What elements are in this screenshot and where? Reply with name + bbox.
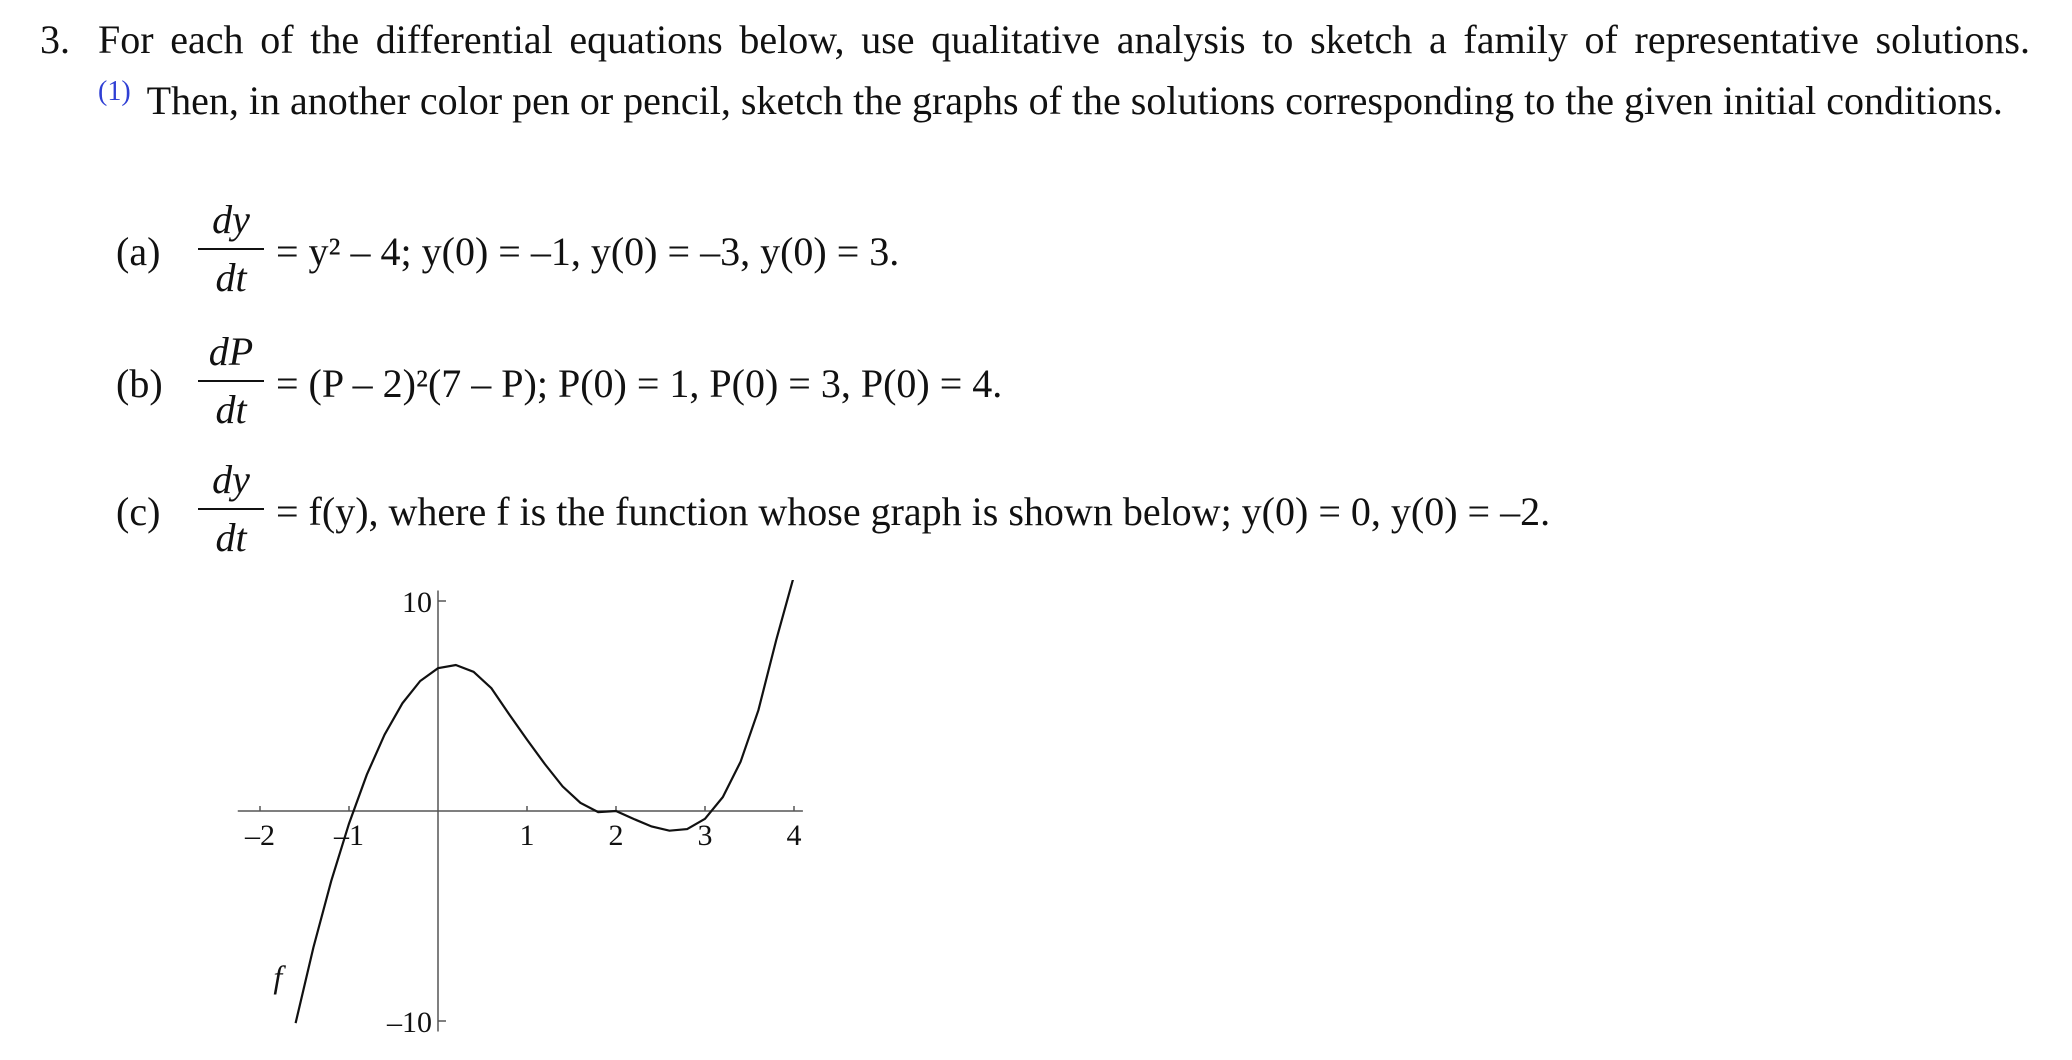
y-tick-label: 10	[402, 586, 432, 619]
part-label: (b)	[116, 361, 163, 406]
equation-rhs: = (P – 2)²(7 – P); P(0) = 1, P(0) = 3, P(0) = 4.	[276, 361, 1003, 406]
equation-rhs: = y² – 4; y(0) = –1, y(0) = –3, y(0) = 3.	[276, 229, 900, 274]
derivative-fraction	[196, 328, 266, 434]
fraction-denominator: dt	[215, 387, 247, 432]
f-curve	[296, 580, 794, 1023]
problem-text-part-1: For each of the differential equations below, use qualitative analysis to sketch a family of representative solutions.	[98, 17, 2030, 62]
problem-text	[98, 14, 2030, 127]
fraction-numerator: dy	[212, 457, 250, 502]
function-graph	[180, 580, 840, 1050]
x-tick-label: 4	[786, 819, 802, 852]
x-tick-label: –2	[245, 819, 275, 852]
x-tick-label: 1	[519, 819, 535, 852]
x-tick-label: –1	[334, 819, 364, 852]
x-tick-label: 2	[608, 819, 624, 852]
fraction-denominator: dt	[215, 255, 247, 300]
part-label: (a)	[116, 229, 161, 274]
x-tick-label: 3	[697, 819, 713, 852]
fraction-numerator: dP	[208, 329, 254, 374]
derivative-fraction	[196, 456, 266, 562]
y-tick-label: –10	[387, 1006, 432, 1039]
problem-number: 3.	[40, 17, 70, 62]
part-label: (c)	[116, 489, 161, 534]
curve-label: f	[273, 958, 283, 995]
problem-text-part-2: Then, in another color pen or pencil, sketch the graphs of the solutions corresponding to the given initial conditions.	[146, 78, 2003, 123]
fraction-bar	[198, 508, 264, 510]
equation-rhs: = f(y), where f is the function whose graph is shown below; y(0) = 0, y(0) = –2.	[276, 489, 1551, 534]
fraction-denominator: dt	[215, 515, 247, 560]
fraction-numerator: dy	[212, 197, 250, 242]
fraction-bar	[198, 380, 264, 382]
derivative-fraction	[196, 196, 266, 302]
problem-statement	[40, 14, 2030, 127]
footnote-link[interactable]: (1)	[98, 76, 131, 107]
fraction-bar	[198, 248, 264, 250]
